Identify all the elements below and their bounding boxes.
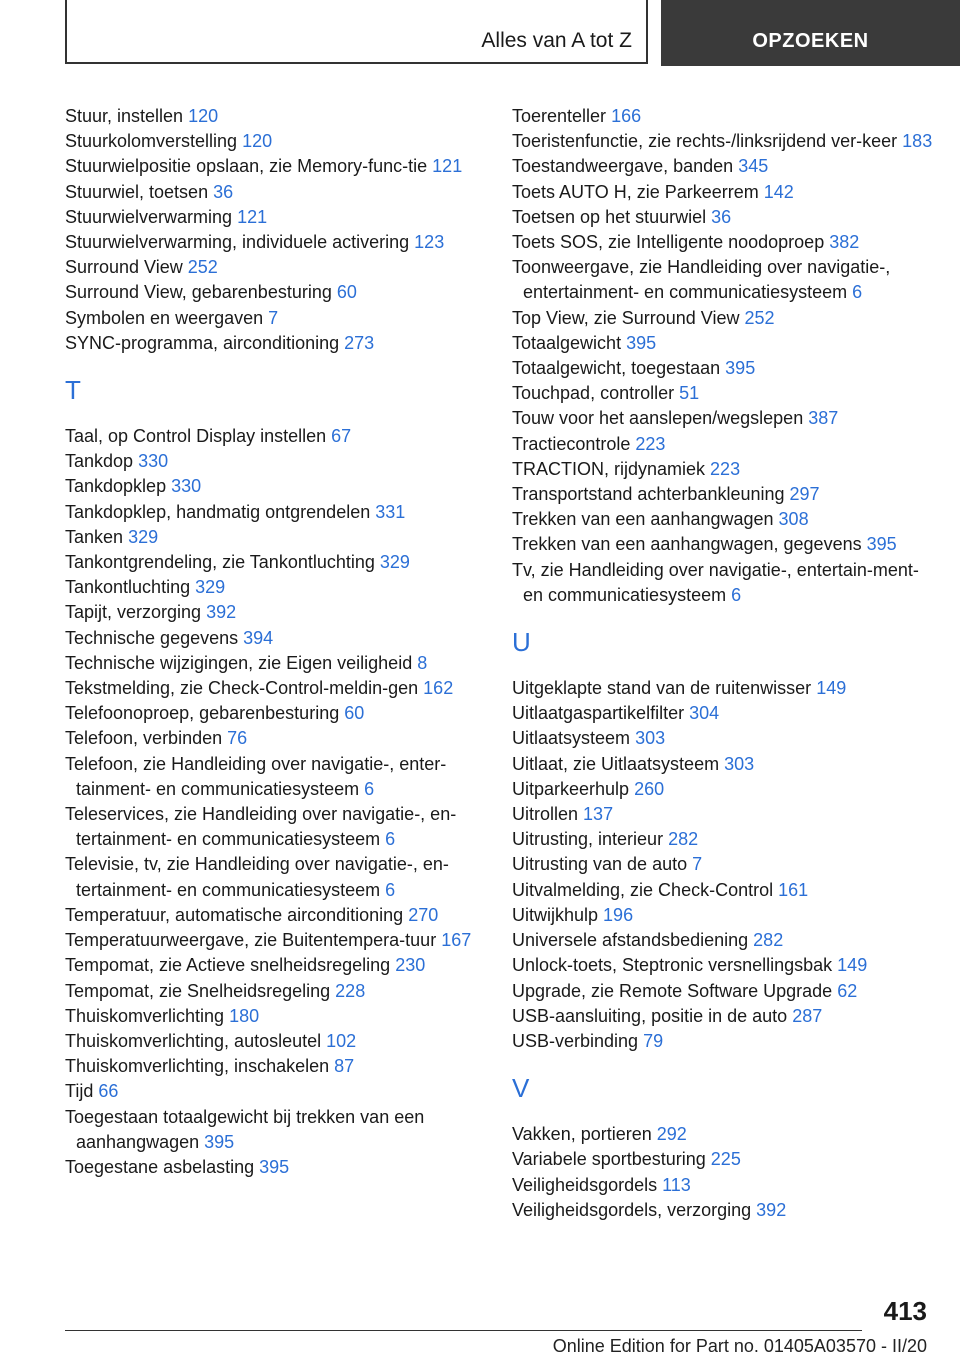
index-entry [512, 432, 942, 457]
index-entry-term: Upgrade, zie Remote Software Upgrade [512, 980, 833, 1001]
index-entry [512, 230, 942, 255]
index-entry [65, 626, 485, 651]
footer-edition: Online Edition for Part no. 01405A03570 - II/20 [552, 1336, 927, 1356]
index-entry-page-link[interactable]: 149 [816, 678, 847, 699]
index-entry [512, 1029, 942, 1054]
index-entry-page-link[interactable]: 36 [213, 181, 234, 202]
index-entry-term: Surround View, gebarenbesturing [65, 282, 332, 303]
index-entry-page-link[interactable]: 392 [756, 1199, 787, 1220]
index-entry-page-link[interactable]: 395 [866, 534, 897, 555]
index-entry-page-link[interactable]: 166 [611, 106, 642, 126]
index-entry [65, 474, 485, 499]
index-entry [65, 1004, 485, 1029]
index-entry [512, 701, 942, 726]
index-entry [65, 205, 485, 230]
index-entry [512, 104, 942, 129]
index-entry-term: Tempomat, zie Snelheidsregeling [65, 980, 331, 1001]
index-entry [65, 1105, 485, 1155]
index-entry-term: Tv, zie Handleiding over navigatie-, entertain-ment- en communicatiesysteem [512, 559, 919, 605]
index-entry-term: Tanken [65, 526, 124, 547]
index-entry [65, 1029, 485, 1054]
index-entry-term: Totaalgewicht [512, 332, 622, 353]
index-entry [512, 457, 942, 482]
index-entry-term: Toets SOS, zie Intelligente noodoproep [512, 232, 825, 253]
index-entry-page-link[interactable]: 6 [385, 829, 396, 850]
index-entry-term: Uitparkeerhulp [512, 778, 630, 799]
index-entry-term: Taal, op Control Display instellen [65, 426, 327, 447]
index-entry-page-link[interactable]: 395 [259, 1156, 290, 1177]
index-entry [512, 726, 942, 751]
index-entry [512, 1198, 942, 1223]
index-entry [65, 600, 485, 625]
index-entry-page-link[interactable]: 330 [138, 451, 169, 472]
index-entry [65, 575, 485, 600]
index-entry-page-link[interactable]: 6 [364, 778, 375, 799]
index-entry-page-link[interactable]: 225 [710, 1149, 741, 1170]
index-entry [65, 852, 485, 902]
index-entry-page-link[interactable]: 329 [128, 526, 159, 547]
index-entry [65, 255, 485, 280]
index-entry [512, 878, 942, 903]
index-letter-heading: V [512, 1073, 530, 1104]
header-tab-label: OPZOEKEN [752, 29, 869, 52]
index-entry-page-link[interactable]: 282 [753, 930, 784, 951]
index-entry-term: Tempomat, zie Actieve snelheidsregeling [65, 955, 391, 976]
index-entry-page-link[interactable]: 230 [395, 955, 426, 976]
index-entry-page-link[interactable]: 292 [656, 1124, 687, 1145]
index-entry-page-link[interactable]: 252 [744, 307, 775, 328]
index-entry-term: Uitrollen [512, 804, 579, 825]
index-entry-page-link[interactable]: 252 [187, 257, 218, 278]
index-entry [512, 482, 942, 507]
index-entry-page-link[interactable]: 8 [417, 652, 428, 673]
index-entry-page-link[interactable]: 270 [408, 904, 439, 925]
index-entry-page-link[interactable]: 149 [837, 955, 868, 976]
index-entry-page-link[interactable]: 102 [326, 1030, 357, 1051]
index-entry [512, 979, 942, 1004]
index-entry [65, 752, 485, 802]
index-entry-term: Vakken, portieren [512, 1124, 652, 1145]
index-entry [512, 406, 942, 431]
index-entry-page-link[interactable]: 66 [98, 1081, 119, 1102]
index-entry-page-link[interactable]: 121 [237, 206, 268, 227]
index-entry [512, 507, 942, 532]
header-section-title: Alles van A tot Z [481, 29, 632, 52]
index-entry-term: Veiligheidsgordels, verzorging [512, 1199, 752, 1220]
index-entry-page-link[interactable]: 223 [635, 433, 666, 454]
index-entry [65, 979, 485, 1004]
index-entry-page-link[interactable]: 394 [243, 627, 274, 648]
index-entry-page-link[interactable]: 395 [626, 332, 657, 353]
index-entry-page-link[interactable]: 162 [423, 678, 454, 699]
index-entry [65, 331, 485, 356]
index-entry-term: Stuurwiel, toetsen [65, 181, 209, 202]
index-entry-page-link[interactable]: 7 [268, 307, 279, 328]
index-entry-term: Veiligheidsgordels [512, 1174, 658, 1195]
index-entry-term: Tekstmelding, zie Check-Control-meldin-gen [65, 678, 419, 699]
index-entry [512, 381, 942, 406]
index-entry [65, 953, 485, 978]
index-entry-term: Toets AUTO H, zie Parkeerrem [512, 181, 759, 202]
index-entry [65, 104, 485, 129]
index-entry-term: Stuurwielverwarming, individuele activering [65, 232, 410, 253]
index-entry-term: Variabele sportbesturing [512, 1149, 706, 1170]
index-entry-term: Thuiskomverlichting, autosleutel [65, 1030, 322, 1051]
index-entry [65, 180, 485, 205]
index-entry-term: Trekken van een aanhangwagen, gegevens [512, 534, 862, 555]
index-entry [65, 726, 485, 751]
index-entry [65, 928, 485, 953]
index-entry-term: Televisie, tv, zie Handleiding over navigatie-, en-tertainment- en communicatiesysteem [65, 854, 449, 900]
index-entry [65, 424, 485, 449]
index-entry-term: Transportstand achterbankleuning [512, 484, 785, 505]
index-entry-term: Toetsen op het stuurwiel [512, 206, 707, 227]
index-entry [512, 205, 942, 230]
index-entry-term: Temperatuur, automatische airconditioning [65, 904, 404, 925]
index-letter-heading: U [512, 627, 531, 658]
index-entry-page-link[interactable]: 120 [188, 106, 219, 126]
index-entry [65, 802, 485, 852]
index-entry-page-link[interactable]: 36 [711, 206, 732, 227]
index-entry-page-link[interactable]: 67 [331, 426, 352, 447]
index-entry-page-link[interactable]: 273 [344, 332, 375, 353]
index-entry-term: Tankdop [65, 451, 134, 472]
index-entry [65, 500, 485, 525]
index-entry-page-link[interactable]: 79 [643, 1030, 664, 1051]
index-entry-term: Surround View [65, 257, 183, 278]
index-entry-page-link[interactable]: 304 [689, 703, 720, 724]
index-entry-page-link[interactable]: 7 [692, 854, 703, 875]
index-entry-page-link[interactable]: 6 [385, 879, 396, 900]
index-entry [65, 903, 485, 928]
index-entry-term: Unlock-toets, Steptronic versnellingsbak [512, 955, 833, 976]
index-entry-page-link[interactable]: 260 [634, 778, 665, 799]
index-entry-page-link[interactable]: 329 [379, 552, 410, 573]
index-entry-term: Toestandweergave, banden [512, 156, 734, 177]
index-entry-page-link[interactable]: 329 [195, 577, 226, 598]
index-entry-term: Uitlaatgaspartikelfilter [512, 703, 685, 724]
index-entry-page-link[interactable]: 87 [334, 1056, 355, 1077]
index-entry-term: Stuurwielpositie opslaan, zie Memory-func-tie [65, 156, 428, 177]
index-entry-term: Toerenteller [512, 106, 607, 126]
index-entry [512, 180, 942, 205]
index-entry-term: Uitvalmelding, zie Check-Control [512, 879, 774, 900]
index-entry [65, 449, 485, 474]
index-entry-page-link[interactable]: 60 [336, 282, 357, 303]
index-entry-term: Tankdopklep [65, 476, 167, 497]
index-entry-term: Uitrusting, interieur [512, 829, 664, 850]
index-entry [512, 1173, 942, 1198]
index-entry-term: Stuurkolomverstelling [65, 131, 238, 152]
index-entry-term: Technische gegevens [65, 627, 239, 648]
index-entry-page-link[interactable]: 183 [902, 131, 933, 152]
index-entry-page-link[interactable]: 282 [668, 829, 699, 850]
index-entry-term: Touchpad, controller [512, 383, 675, 404]
index-entry-term: Stuurwielverwarming [65, 206, 233, 227]
index-entry-page-link[interactable]: 62 [837, 980, 858, 1001]
index-entry-term: Tankontluchting [65, 577, 191, 598]
index-entry-page-link[interactable]: 392 [206, 602, 237, 623]
index-entry-term: Uitwijkhulp [512, 904, 599, 925]
index-entry [65, 230, 485, 255]
index-entry-term: Tankontgrendeling, zie Tankontluchting [65, 552, 375, 573]
index-entry-term: Telefoon, verbinden [65, 728, 223, 749]
index-entry [65, 1079, 485, 1104]
index-entry [512, 852, 942, 877]
index-entry-term: Thuiskomverlichting [65, 1005, 225, 1026]
index-entry [512, 154, 942, 179]
index-entry-page-link[interactable]: 137 [583, 804, 614, 825]
index-letter-heading: T [65, 375, 81, 406]
index-entry-page-link[interactable]: 120 [242, 131, 273, 152]
index-entry [512, 777, 942, 802]
index-entry-page-link[interactable]: 297 [789, 484, 820, 505]
index-entry-page-link[interactable]: 60 [344, 703, 365, 724]
index-entry [65, 651, 485, 676]
index-entry-term: Tijd [65, 1081, 94, 1102]
index-entry-term: Temperatuurweergave, zie Buitentempera-tuur [65, 930, 437, 951]
index-entry-page-link[interactable]: 121 [432, 156, 463, 177]
index-entry-page-link[interactable]: 76 [227, 728, 248, 749]
index-entry-page-link[interactable]: 303 [635, 728, 666, 749]
index-entry [512, 802, 942, 827]
index-entry-term: USB-verbinding [512, 1030, 639, 1051]
index-entry [65, 306, 485, 331]
index-entry-page-link[interactable]: 287 [792, 1005, 823, 1026]
index-entry [65, 525, 485, 550]
index-entry-term: Toonweergave, zie Handleiding over navigatie-, entertainment- en communicatiesysteem [512, 257, 891, 303]
index-entry [512, 928, 942, 953]
index-entry [512, 331, 942, 356]
index-entry-term: Toeristenfunctie, zie rechts-/linksrijdend ver-keer [512, 131, 898, 152]
index-entry-page-link[interactable]: 123 [414, 232, 445, 253]
index-entry-page-link[interactable]: 223 [710, 458, 741, 479]
index-entry-page-link[interactable]: 161 [778, 879, 809, 900]
index-entry-page-link[interactable]: 395 [725, 358, 756, 379]
index-entry [512, 1004, 942, 1029]
index-entry-page-link[interactable]: 308 [778, 509, 809, 530]
index-entry [65, 1054, 485, 1079]
index-entry [512, 255, 942, 305]
index-entry [512, 1122, 942, 1147]
index-entry [512, 752, 942, 777]
index-entry-term: Technische wijzigingen, zie Eigen veiligheid [65, 652, 413, 673]
index-entry-page-link[interactable]: 330 [171, 476, 202, 497]
index-entry-page-link[interactable]: 345 [738, 156, 769, 177]
index-entry-page-link[interactable]: 6 [731, 584, 742, 605]
index-column-left [65, 104, 485, 1180]
index-entry-term: Touw voor het aanslepen/wegslepen [512, 408, 804, 429]
index-entry-term: Uitlaatsysteem [512, 728, 631, 749]
index-entry-term: TRACTION, rijdynamiek [512, 458, 706, 479]
index-entry-term: Tractiecontrole [512, 433, 631, 454]
index-entry [512, 356, 942, 381]
index-entry-page-link[interactable]: 382 [829, 232, 860, 253]
index-entry [512, 953, 942, 978]
index-entry-term: Tapijt, verzorging [65, 602, 202, 623]
index-entry [65, 676, 485, 701]
index-entry-page-link[interactable]: 196 [603, 904, 634, 925]
index-entry [512, 306, 942, 331]
index-column-right [512, 104, 942, 1223]
index-entry-term: Uitlaat, zie Uitlaatsysteem [512, 753, 720, 774]
index-entry-term: Universele afstandsbediening [512, 930, 749, 951]
index-entry-term: Thuiskomverlichting, inschakelen [65, 1056, 330, 1077]
index-entry-page-link[interactable]: 6 [852, 282, 863, 303]
index-entry [512, 532, 942, 557]
index-entry [65, 280, 485, 305]
index-entry [512, 129, 942, 154]
index-entry [512, 558, 942, 608]
index-entry [65, 550, 485, 575]
index-entry [512, 676, 942, 701]
header-section-box [65, 0, 648, 64]
index-entry-term: Stuur, instellen [65, 106, 184, 126]
index-entry [65, 701, 485, 726]
index-entry-term: Teleservices, zie Handleiding over navigatie-, en-tertainment- en communicatiesysteem [65, 804, 457, 850]
index-entry-term: Toegestane asbelasting [65, 1156, 255, 1177]
index-entry-term: Toegestaan totaalgewicht bij trekken van een aanhangwagen [65, 1106, 425, 1152]
index-entry [512, 903, 942, 928]
index-entry [512, 827, 942, 852]
index-entry-page-link[interactable]: 395 [204, 1131, 235, 1152]
index-entry-term: Uitrusting van de auto [512, 854, 688, 875]
index-entry-term: SYNC-programma, airconditioning [65, 332, 340, 353]
index-entry [65, 154, 485, 179]
index-entry-page-link[interactable]: 228 [335, 980, 366, 1001]
index-entry-page-link[interactable]: 331 [375, 501, 406, 522]
page-number: 413 [883, 1296, 927, 1326]
index-entry-page-link[interactable]: 387 [808, 408, 839, 429]
index-entry-term: Tankdopklep, handmatig ontgrendelen [65, 501, 371, 522]
index-entry-term: USB-aansluiting, positie in de auto [512, 1005, 788, 1026]
index-entry-page-link[interactable]: 142 [763, 181, 794, 202]
index-entry-term: Top View, zie Surround View [512, 307, 740, 328]
index-entry-page-link[interactable]: 167 [441, 930, 472, 951]
index-entry-term: Totaalgewicht, toegestaan [512, 358, 721, 379]
index-entry [65, 129, 485, 154]
index-entry-term: Uitgeklapte stand van de ruitenwisser [512, 678, 812, 699]
index-entry-term: Symbolen en weergaven [65, 307, 264, 328]
index-entry-term: Telefoon, zie Handleiding over navigatie-, enter-tainment- en communicatiesysteem [65, 753, 447, 799]
index-entry-page-link[interactable]: 180 [229, 1005, 260, 1026]
index-entry [512, 1147, 942, 1172]
index-entry-page-link[interactable]: 51 [679, 383, 700, 404]
index-entry-page-link[interactable]: 303 [724, 753, 755, 774]
index-entry-term: Trekken van een aanhangwagen [512, 509, 774, 530]
index-entry-term: Telefoonoproep, gebarenbesturing [65, 703, 340, 724]
header-tab-opzoeken[interactable] [661, 0, 960, 66]
index-entry-page-link[interactable]: 113 [662, 1174, 691, 1195]
index-entry [65, 1155, 485, 1180]
